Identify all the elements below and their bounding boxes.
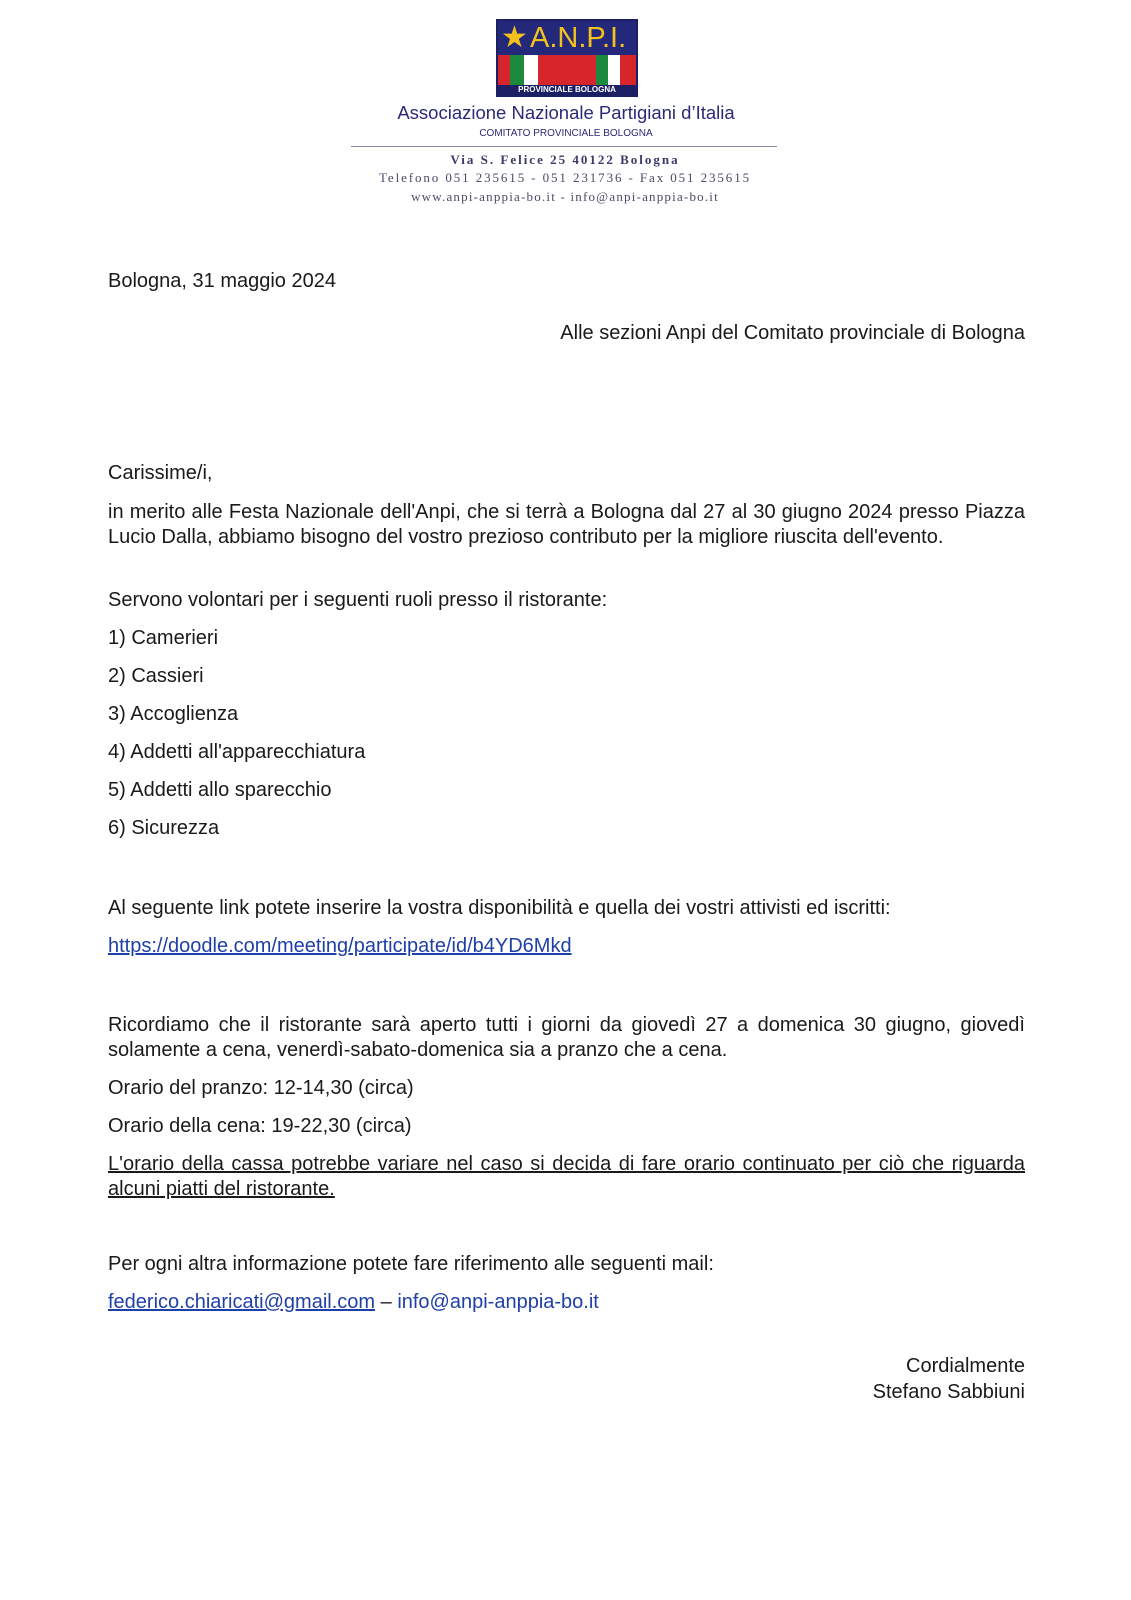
role-item: 6) Sicurezza [108,817,220,839]
letterhead-divider [351,146,777,147]
address: Via S. Felice 25 40122 Bologna [450,152,680,167]
greeting: Carissime/i, [108,462,213,484]
closing: Cordialmente [906,1355,1025,1377]
email-link-federico[interactable]: federico.chiaricati@gmail.com [108,1291,376,1313]
star-icon: ★ [501,21,528,54]
anpi-logo [496,19,638,97]
phone-numbers: Telefono 051 235615 - 051 231736 - Fax 051 235615 [378,170,752,185]
committee-name: COMITATO PROVINCIALE BOLOGNA [479,128,653,139]
doodle-link[interactable]: https://doodle.com/meeting/participate/id/b4YD6Mkd [108,935,572,957]
role-item: 3) Accoglienza [108,703,239,725]
logo-header [498,21,636,55]
paragraph-opening-days: Ricordiamo che il ristorante sarà aperto tutti i giorni da giovedì 27 a domenica 30 giugno, giovedì solamente a cena, venerdì-sabato-domenica sia a pranzo che a cena. [108,1014,1025,1061]
role-item: 5) Addetti allo sparecchio [108,779,332,801]
email-info[interactable]: info@anpi-anppia-bo.it [397,1291,599,1313]
association-name: Associazione Nazionale Partigiani d’Italia [397,102,735,123]
recipient: Alle sezioni Anpi del Comitato provinciale di Bologna [560,322,1025,344]
email-line [108,1290,1025,1315]
lunch-hours: Orario del pranzo: 12-14,30 (circa) [108,1077,414,1099]
logo-text: A.N.P.I. [530,22,627,54]
roles-intro: Servono volontari per i seguenti ruoli presso il ristorante: [108,589,608,611]
flag-icon [498,55,636,85]
signature: Stefano Sabbiuni [872,1381,1025,1403]
web-contacts: www.anpi-anppia-bo.it - info@anpi-anppia-bo.it [411,189,719,204]
role-item: 4) Addetti all'apparecchiatura [108,741,366,763]
link-intro: Al seguente link potete inserire la vostra disponibilità e quella dei vostri attivisti ed iscritti: [108,897,891,919]
date-line: Bologna, 31 maggio 2024 [108,270,336,292]
role-item: 2) Cassieri [108,665,204,687]
logo-band: PROVINCIALE BOLOGNA [498,85,636,95]
email-separator: – [375,1291,398,1313]
link-line [108,934,1025,959]
letterhead [0,0,1131,215]
contact-intro: Per ogni altra informazione potete fare riferimento alle seguenti mail: [108,1253,714,1275]
dinner-hours: Orario della cena: 19-22,30 (circa) [108,1115,412,1137]
role-item: 1) Camerieri [108,627,219,649]
cash-note: L'orario della cassa potrebbe variare nel caso si decida di fare orario continuato per ciò che riguarda alcuni piatti del ristorante. [108,1153,1025,1200]
paragraph-event: in merito alle Festa Nazionale dell'Anpi, che si terrà a Bologna dal 27 al 30 giugno 2024 presso Piazza Lucio Dalla, abbiamo bisogno del vostro prezioso contributo per la migliore riuscita dell'evento. [108,501,1025,548]
